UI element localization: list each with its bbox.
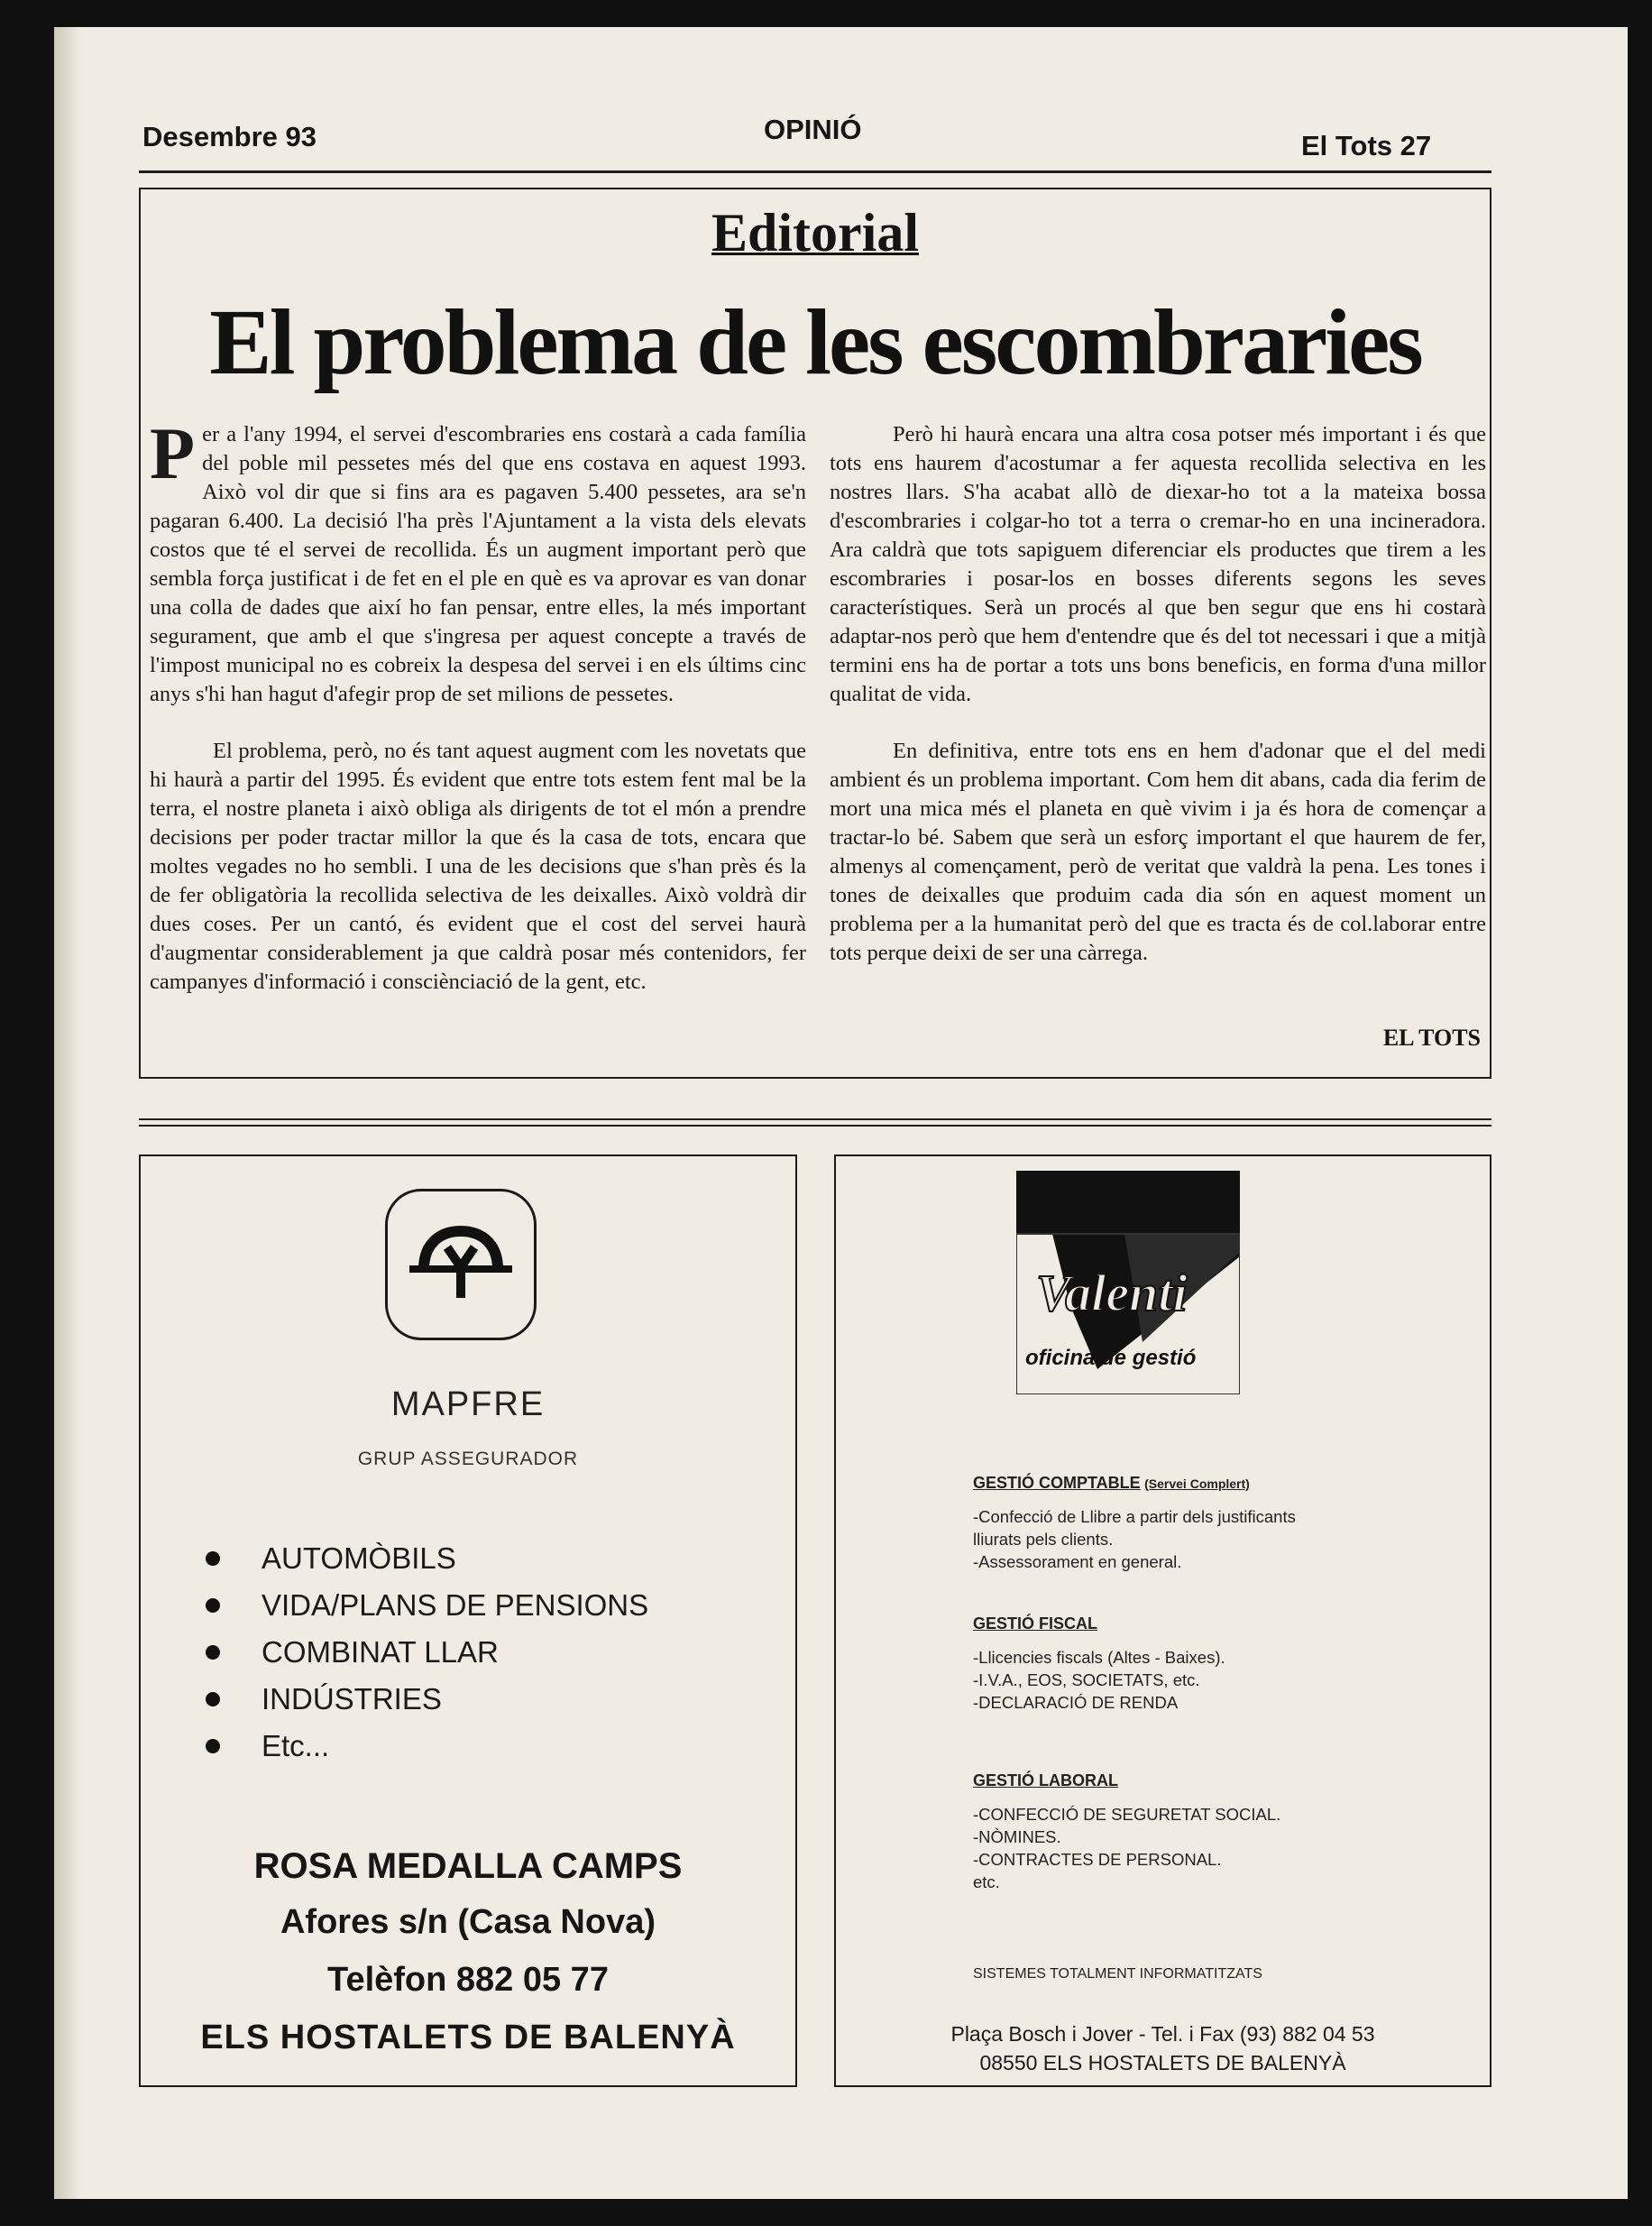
service-item: -I.V.A., EOS, SOCIETATS, etc. xyxy=(973,1670,1200,1689)
service-footer-note: SISTEMES TOTALMENT INFORMATITZATS xyxy=(973,1966,1262,1982)
service-item: -DECLARACIÓ DE RENDA xyxy=(973,1693,1179,1712)
editorial-label: Editorial xyxy=(711,203,919,262)
service-heading: GESTIÓ FISCAL xyxy=(973,1614,1098,1633)
service-item: -CONTRACTES DE PERSONAL. xyxy=(973,1850,1222,1869)
section-rule xyxy=(139,1125,1491,1127)
service-item: -CONFECCIÓ DE SEGURETAT SOCIAL. xyxy=(973,1805,1281,1824)
service-item: etc. xyxy=(973,1872,1000,1891)
editorial-column-left xyxy=(150,412,806,1025)
list-item: COMBINAT LLAR xyxy=(206,1629,648,1676)
header-section: OPINIÓ xyxy=(764,114,862,145)
service-section-fiscal xyxy=(973,1614,1225,1714)
service-heading: GESTIÓ LABORAL xyxy=(973,1771,1118,1789)
service-section-laboral xyxy=(973,1771,1307,1893)
valenti-logo-icon xyxy=(1016,1171,1240,1394)
list-item: VIDA/PLANS DE PENSIONS xyxy=(206,1582,648,1629)
valenti-town: 08550 ELS HOSTALETS DE BALENYÀ xyxy=(979,2051,1346,2074)
agent-town: ELS HOSTALETS DE BALENYÀ xyxy=(200,2019,736,2056)
service-heading: GESTIÓ COMPTABLE xyxy=(973,1474,1141,1492)
editorial-box xyxy=(139,188,1491,1079)
list-item: INDÚSTRIES xyxy=(206,1676,648,1723)
service-item: -Llicencies fiscals (Altes - Baixes). xyxy=(973,1648,1225,1667)
mapfre-brand: MAPFRE xyxy=(390,1385,546,1423)
list-item: AUTOMÒBILS xyxy=(206,1535,648,1582)
valenti-address: Plaça Bosch i Jover - Tel. i Fax (93) 882 04 53 xyxy=(950,2022,1375,2046)
header-page-number: El Tots 27 xyxy=(1301,130,1432,161)
insurance-list xyxy=(206,1535,648,1770)
mapfre-logo-icon xyxy=(385,1189,537,1340)
editorial-title: El problema de les escombraries xyxy=(209,290,1421,394)
editorial-paragraph: Però hi haurà encara una altra cosa potser més important i és que tots ens haurem d'acostumar a fer aquesta recollida selectiva en les nostres llars. S'ha acabat allò de diexar-ho tot a la mateixa bossa d'escombraries i colgar-ho tot a terra o cremar-ho en una incineradora. Ara caldrà que tots sapiguem diferenciar els productes que tirem a les escombraries i posar-los en bosses diferents segons les seves característiques. Serà un procés al que ben segur que ens hi costarà adaptar-nos però que hem d'entendre que és del tot necessari i que a mitjà termini ens ha de portar a tots uns bons beneficis, en forma d'una millor qualitat de vida. xyxy=(830,422,1486,706)
section-rule xyxy=(139,1118,1491,1120)
editorial-paragraph: Per a l'any 1994, el servei d'escombraries ens costarà a cada família del poble mil pessetes més del que ens costava en aquest 1993. Això vol dir que si fins ara es pagaven 5.400 pessetes, ara se'n pagaran 6.400. La decisió l'ha près l'Ajuntament a la vista dels elevats costos que té el servei de recollida. És un augment important però que sembla força justificat i de fet en el ple en què es va aprovar es van donar una colla de dades que així ho fan pensar, entre elles, la més important segurament, que amb el que s'ingresa per aquest concepte a través de l'impost municipal no es cobreix la despesa del servei i en els últims cinc anys s'hi han hagut d'afegir prop de set milions de pessetes. xyxy=(150,412,806,706)
service-item: -Assessorament en general. xyxy=(973,1552,1182,1571)
list-item: Etc... xyxy=(206,1723,648,1770)
drop-cap: P xyxy=(150,412,196,494)
magazine-page xyxy=(54,27,1628,2199)
valenti-logo-tagline: oficina de gestió xyxy=(1025,1346,1197,1370)
bullet-icon xyxy=(206,1598,220,1613)
mapfre-advertisement xyxy=(139,1154,797,2087)
mapfre-subtitle: GRUP ASSEGURADOR xyxy=(357,1449,579,1469)
bullet-icon xyxy=(206,1645,220,1660)
service-note: (Servei Complert) xyxy=(1144,1476,1250,1491)
service-section-comptable xyxy=(973,1474,1334,1573)
header-rule xyxy=(139,170,1491,173)
bullet-icon xyxy=(206,1692,220,1706)
editorial-column-right xyxy=(830,420,1486,996)
agent-phone: Telèfon 882 05 77 xyxy=(327,1961,609,1999)
agent-address: Afores s/n (Casa Nova) xyxy=(280,1903,656,1941)
service-item: -Confecció de Llibre a partir dels justificants lliurats pels clients. xyxy=(973,1507,1296,1549)
bullet-icon xyxy=(206,1551,220,1566)
editorial-signature: EL TOTS xyxy=(1382,1025,1481,1051)
valenti-advertisement xyxy=(834,1154,1491,2087)
header-date: Desembre 93 xyxy=(142,121,317,152)
editorial-paragraph: El problema, però, no és tant aquest augment com les novetats que hi haurà a partir del 1995. És evident que entre tots estem fent mal be la terra, el nostre planeta i això obliga als dirigents de tot el món a prendre decisions per poder tractar millor la que és la casa de tots, encara que moltes vegades no ho sembli. I una de les decisions que s'han près és la de fer obligatòria la recollida selectiva de les deixalles. Això voldrà dir dues coses. Per un cantó, és evident que el cost del servei haurà d'augmentar considerablement ja que caldrà posar més contenidors, fer campanyes d'informació i consciènciació de la gent, etc. xyxy=(150,739,806,994)
page-spine-shadow xyxy=(54,27,81,2199)
bullet-icon xyxy=(206,1739,220,1753)
valenti-logo-name: Valenti xyxy=(1036,1264,1188,1322)
agent-name: ROSA MEDALLA CAMPS xyxy=(253,1846,683,1886)
service-item: -NÒMINES. xyxy=(973,1827,1061,1846)
editorial-paragraph: En definitiva, entre tots ens en hem d'adonar que el del medi ambient és un problema important. Com hem dit abans, cada dia ferim de mort una mica més el planeta en què vivim i ja és hora de començar a tractar-lo bé. Sabem que serà un esforç important el que haurem de fer, almenys al començament, però de veritat que valdrà la pena. Les tones i tones de deixalles que produim cada dia són en aquest moment un problema per a la humanitat però del que es tracta és de col.laborar entre tots perque deixi de ser una càrrega. xyxy=(830,739,1486,965)
